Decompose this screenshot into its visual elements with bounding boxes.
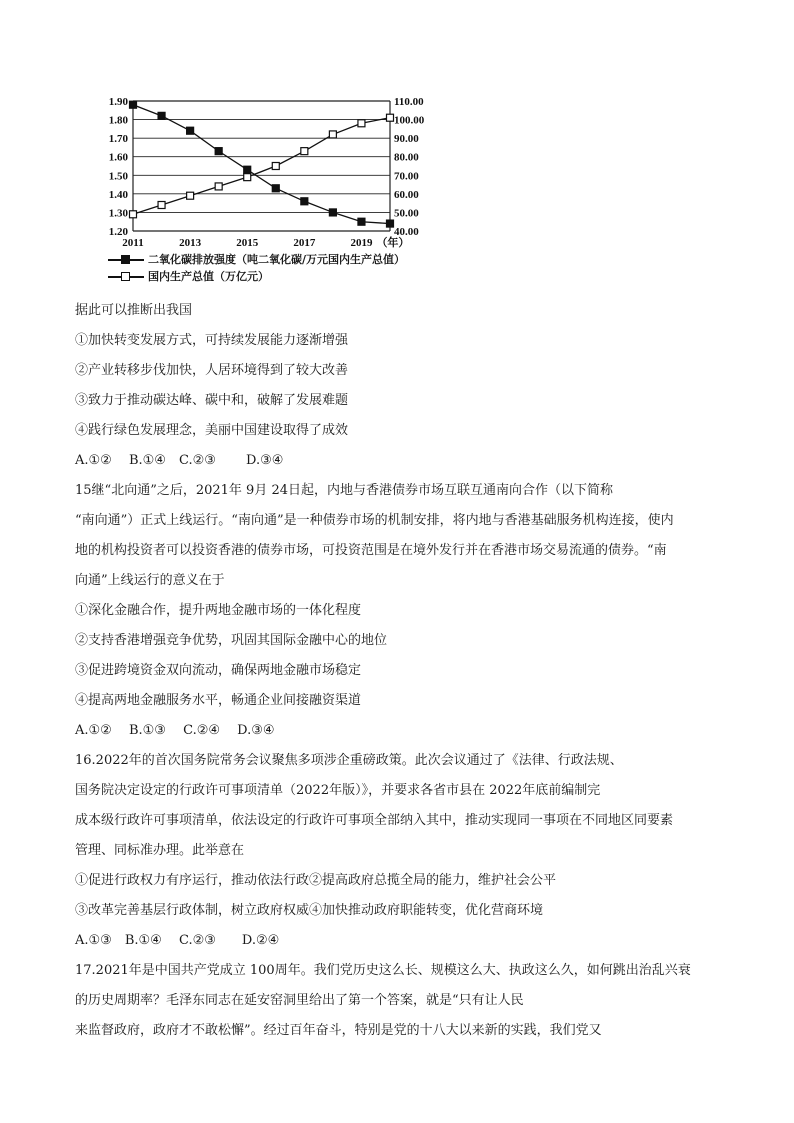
text-line: 据此可以推断出我国: [75, 303, 193, 318]
co2-data-point: [358, 218, 365, 225]
y-right-tick-label: 60.00: [394, 188, 419, 201]
co2-data-point: [272, 185, 279, 192]
x-unit-label: （年）: [376, 237, 410, 249]
text-line: ③改革完善基层行政体制，树立政府权威④加快推动政府职能转变，优化营商环境: [75, 903, 544, 918]
gdp-data-point: [244, 174, 251, 181]
filled-square-marker-icon: [108, 255, 144, 265]
answer-options: A.①③ B.①④ C.②③ D.②④: [75, 933, 280, 948]
y-right-tick-label: 40.00: [394, 226, 419, 238]
legend-label: 国内生产总值（万亿元）: [148, 270, 269, 283]
open-square-marker-icon: [108, 272, 144, 282]
question-16-stem: 16.2022年的首次国务院常务会议聚焦多项涉企重磅政策。此次会议通过了《法律、行政法规、: [75, 753, 623, 768]
co2-data-point: [387, 220, 394, 227]
chart-figure: [88, 88, 438, 298]
y-left-tick-label: 1.50: [108, 170, 128, 183]
text-line: ①促进行政权力有序运行，推动依法行政②提高政府总揽全局的能力，维护社会公平: [75, 873, 557, 888]
text-line: ②支持香港增强竞争优势，巩固其国际金融中心的地位: [75, 633, 388, 648]
gdp-data-point: [387, 114, 394, 121]
co2-data-point: [301, 198, 308, 205]
y-left-tick-label: 1.30: [108, 207, 128, 220]
text-line: ①加快转变发展方式，可持续发展能力逐渐增强: [75, 333, 349, 348]
y-left-tick-label: 1.70: [108, 133, 128, 146]
x-tick-label: 2017: [293, 237, 316, 249]
text-line: ②产业转移步伐加快，人居环境得到了较大改善: [75, 363, 349, 378]
text-line: ④践行绿色发展理念，美丽中国建设取得了成效: [75, 423, 349, 438]
text-line: ③促进跨境资金双向流动，确保两地金融市场稳定: [75, 663, 362, 678]
text-line: 的历史周期率？毛泽东同志在延安窑洞里给出了第一个答案，就是“只有让人民: [75, 993, 524, 1008]
text-line: 国务院决定设定的行政许可事项清单（2022年版）》，并要求各省市县在 2022年底前编制完: [75, 783, 601, 798]
y-left-tick-label: 1.60: [108, 151, 128, 164]
co2-data-point: [187, 127, 194, 134]
y-left-tick-label: 1.80: [108, 114, 128, 127]
answer-options: A.①② B.①③ C.②④ D.③④: [75, 723, 275, 738]
y-right-tick-label: 110.00: [394, 96, 424, 108]
y-right-tick-label: 70.00: [394, 170, 419, 183]
gdp-line: [133, 118, 390, 215]
text-line: 来监督政府，政府才不敢松懈”。经过百年奋斗，特别是党的十八大以来新的实践，我们党又: [75, 1023, 602, 1038]
answer-options: A.①② B.①④ C.②③ D.③④: [75, 453, 284, 468]
y-left-tick-label: 1.90: [108, 96, 128, 108]
legend-entry-gdp: [108, 268, 269, 284]
co2-data-point: [244, 166, 251, 173]
line-chart: [88, 88, 438, 263]
gdp-data-point: [358, 120, 365, 127]
gdp-data-point: [215, 183, 222, 190]
co2-data-point: [130, 101, 137, 108]
text-line: 成本级行政许可事项清单，依法设定的行政许可事项全部纳入其中，推动实现同一事项在不同地区同要素: [75, 813, 674, 828]
gdp-data-point: [158, 202, 165, 209]
text-line: 管理、同标准办理。此举意在: [75, 843, 245, 858]
gdp-data-point: [130, 211, 137, 218]
gdp-data-point: [329, 131, 336, 138]
gdp-data-point: [272, 163, 279, 170]
co2-data-point: [158, 112, 165, 119]
legend-label: 二氧化碳排放强度（吨二氧化碳/万元国内生产总值）: [148, 253, 406, 266]
text-line: 向通”上线运行的意义在于: [75, 573, 225, 588]
text-line: ①深化金融合作，提升两地金融市场的一体化程度: [75, 603, 362, 618]
gdp-data-point: [301, 148, 308, 155]
gdp-data-point: [187, 192, 194, 199]
question-17-stem: 17.2021年是中国共产党成立 100周年。我们党历史这么长、规模这么大、执政这么久，如何跳出治乱兴衰: [75, 963, 691, 978]
x-tick-label: 2013: [179, 237, 202, 249]
y-left-tick-label: 1.20: [108, 226, 128, 238]
y-right-tick-label: 100.00: [394, 114, 425, 127]
co2-data-point: [215, 148, 222, 155]
co2-intensity-line: [133, 105, 390, 224]
question-15-stem: 15继“北向通”之后，2021年 9月 24日起，内地与香港债券市场互联互通南向合作（以下简称: [75, 483, 613, 498]
text-line: ③致力于推动碳达峰、碳中和，破解了发展难题: [75, 393, 349, 408]
text-line: “南向通”）正式上线运行。“南向通”是一种债券市场的机制安排，将内地与香港基础服务机构连接，使内: [75, 513, 674, 528]
x-tick-label: 2011: [122, 237, 144, 249]
text-line: 地的机构投资者可以投资香港的债券市场，可投资范围是在境外发行并在香港市场交易流通的债券。“南: [75, 543, 667, 558]
y-right-tick-label: 80.00: [394, 151, 419, 164]
co2-data-point: [329, 209, 336, 216]
x-tick-label: 2019: [350, 237, 373, 249]
x-tick-label: 2015: [236, 237, 259, 249]
text-line: ④提高两地金融服务水平，畅通企业间接融资渠道: [75, 693, 362, 708]
legend-entry-co2: [108, 251, 405, 267]
y-right-tick-label: 50.00: [394, 207, 419, 220]
y-left-tick-label: 1.40: [108, 188, 128, 201]
y-right-tick-label: 90.00: [394, 133, 419, 146]
